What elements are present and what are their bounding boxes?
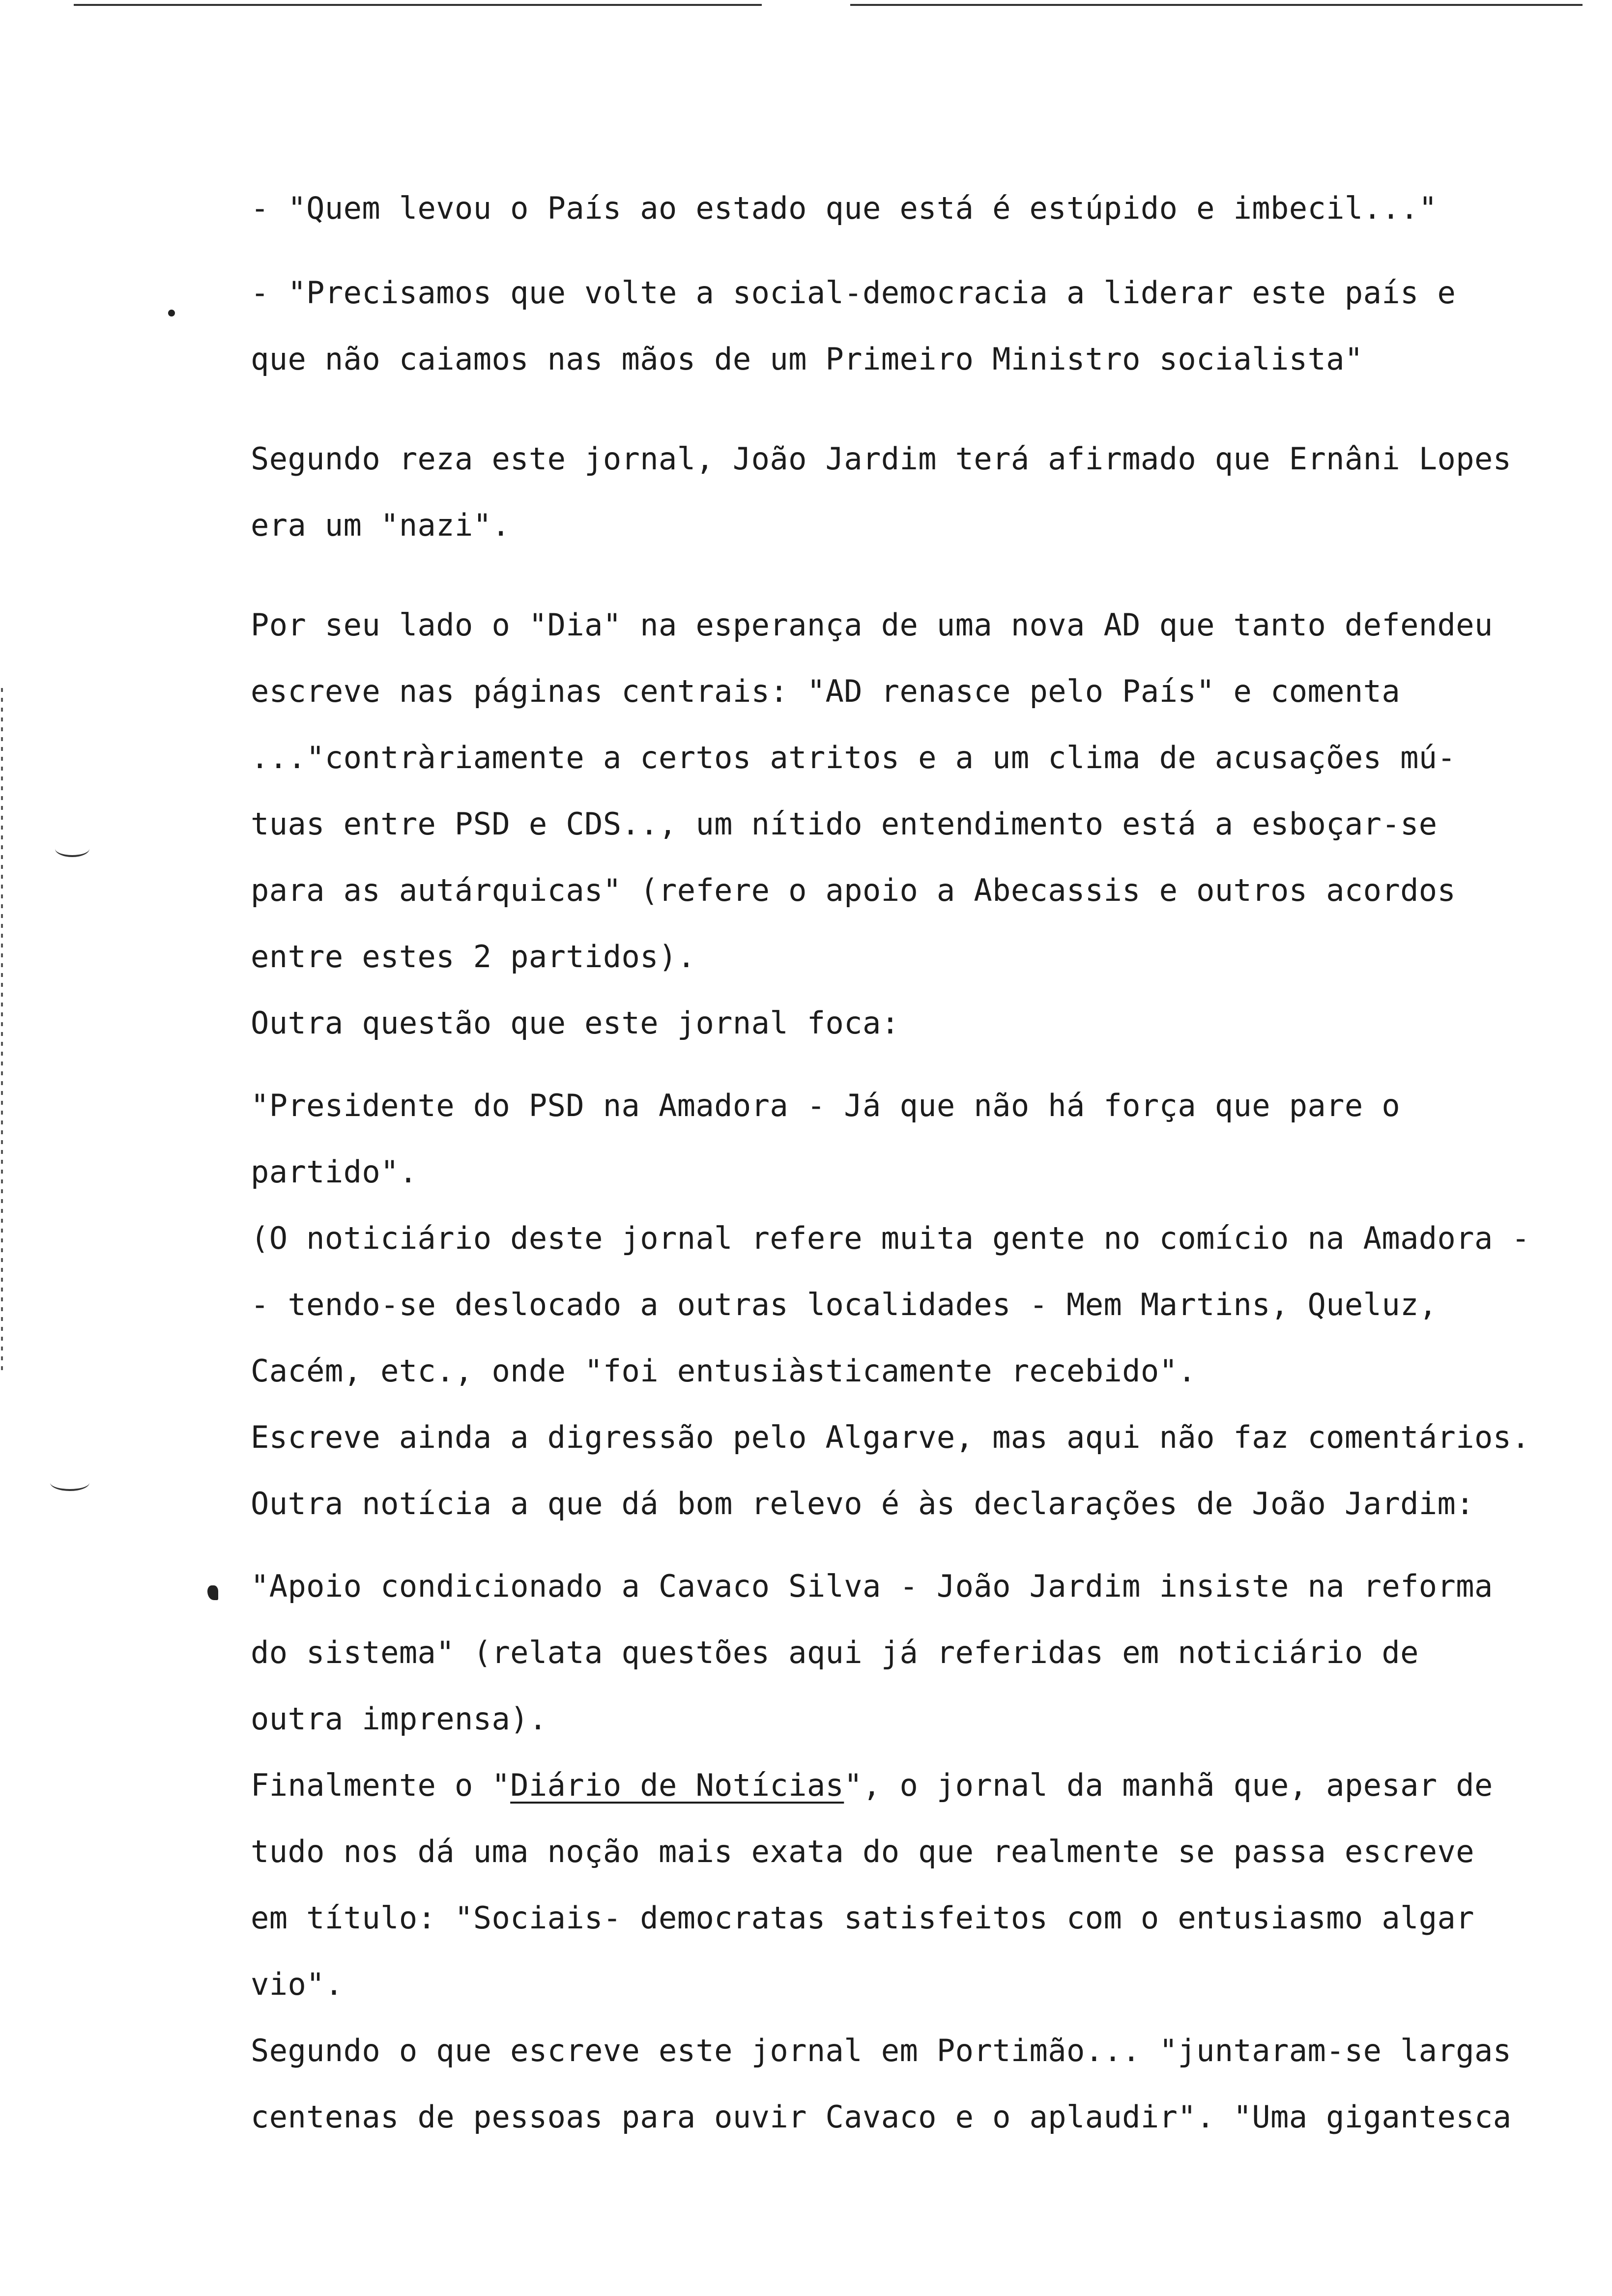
- text-line: Cacém, etc., onde "foi entusiàsticamente recebido".: [251, 1353, 1197, 1389]
- text-line: outra imprensa).: [251, 1701, 547, 1737]
- text-line: ..."contràriamente a certos atritos e a um clima de acusações mú-: [251, 740, 1456, 775]
- text-line: entre estes 2 partidos).: [251, 939, 696, 975]
- text-line: Segundo reza este jornal, João Jardim terá afirmado que Ernâni Lopes: [251, 441, 1512, 477]
- text-line: Outra questão que este jornal foca:: [251, 1005, 900, 1041]
- margin-dot: [168, 310, 175, 316]
- top-rule-right: [850, 4, 1583, 6]
- top-rule-left: [74, 4, 762, 6]
- text-line: - tendo-se deslocado a outras localidades - Mem Martins, Queluz,: [251, 1287, 1438, 1322]
- text-line: era um "nazi".: [251, 507, 511, 543]
- text-line: centenas de pessoas para ouvir Cavaco e o aplaudir". "Uma gigantesca: [251, 2099, 1512, 2135]
- text-line: partido".: [251, 1154, 418, 1190]
- text-line: - "Precisamos que volte a social-democracia a liderar este país e: [251, 275, 1456, 311]
- text-line: - "Quem levou o País ao estado que está é estúpido e imbecil...": [251, 190, 1438, 226]
- margin-punch-mark: [50, 1474, 89, 1491]
- margin-edge-hatch: [1, 688, 3, 1376]
- text-line: "Presidente do PSD na Amadora - Já que não há força que pare o: [251, 1088, 1401, 1123]
- text-line: vio".: [251, 1966, 344, 2002]
- text-line: "Apoio condicionado a Cavaco Silva - João Jardim insiste na reforma: [251, 1568, 1493, 1604]
- text-line: Segundo o que escreve este jornal em Portimão... "juntaram-se largas: [251, 2033, 1512, 2068]
- text-line: do sistema" (relata questões aqui já referidas em noticiário de: [251, 1635, 1419, 1670]
- text-line: em título: "Sociais- democratas satisfeitos com o entusiasmo algar: [251, 1900, 1474, 1936]
- margin-ink-mark: [207, 1585, 218, 1600]
- text-line: para as autárquicas" (refere o apoio a Abecassis e outros acordos: [251, 872, 1456, 908]
- text-line: que não caiamos nas mãos de um Primeiro Ministro socialista": [251, 341, 1363, 377]
- newspaper-title-underlined: Diário de Notícias: [510, 1767, 844, 1803]
- text-line: Por seu lado o "Dia" na esperança de uma nova AD que tanto defendeu: [251, 607, 1493, 643]
- text-line: Escreve ainda a digressão pelo Algarve, mas aqui não faz comentários.: [251, 1419, 1530, 1455]
- text-line: tuas entre PSD e CDS.., um nítido entendimento está a esboçar-se: [251, 806, 1438, 842]
- text-line: Outra notícia a que dá bom relevo é às declarações de João Jardim:: [251, 1486, 1474, 1521]
- text-segment: ", o jornal da manhã que, apesar de: [844, 1767, 1493, 1803]
- text-line: escreve nas páginas centrais: "AD renasce pelo País" e comenta: [251, 673, 1401, 709]
- text-line: tudo nos dá uma noção mais exata do que realmente se passa escreve: [251, 1834, 1474, 1869]
- text-line: [251, 1768, 1493, 1803]
- margin-punch-mark: [55, 840, 89, 857]
- text-line: (O noticiário deste jornal refere muita gente no comício na Amadora -: [251, 1220, 1530, 1256]
- text-segment: Finalmente o ": [251, 1767, 511, 1803]
